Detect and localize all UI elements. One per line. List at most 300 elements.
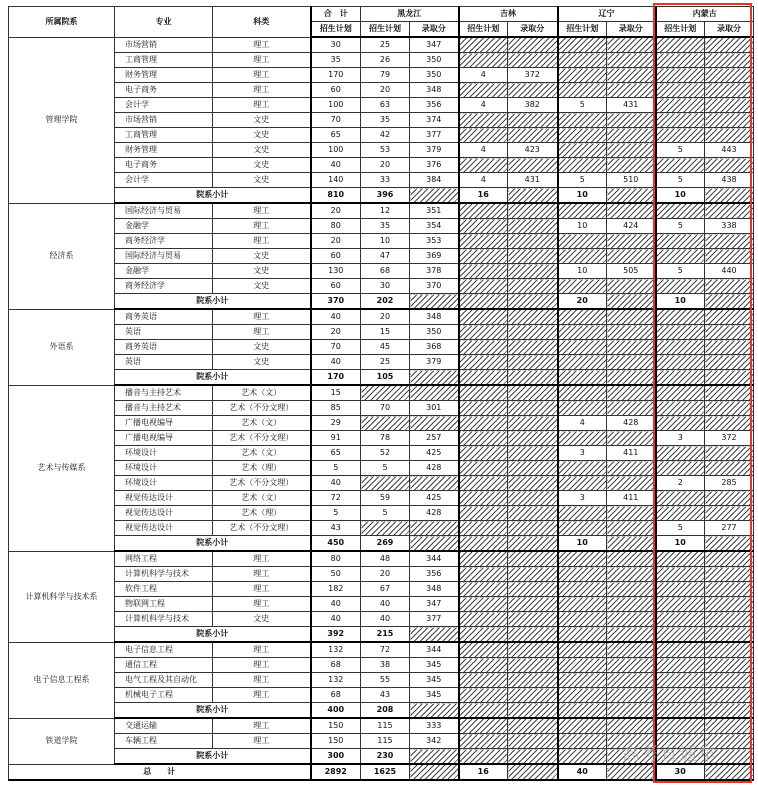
value-cell: 5 — [311, 461, 361, 476]
major-cell: 商务经济学 — [115, 234, 213, 249]
major-cell: 计算机科学与技术 — [115, 567, 213, 582]
value-cell — [705, 461, 754, 476]
subtotal-province-score — [705, 536, 754, 552]
table-row — [9, 340, 754, 355]
value-cell — [656, 309, 705, 325]
value-cell: 80 — [311, 551, 361, 567]
table-row — [9, 718, 754, 734]
subtotal-hlj-plan: 105 — [361, 370, 410, 386]
value-cell — [558, 340, 607, 355]
value-cell — [508, 219, 558, 234]
value-cell — [459, 673, 508, 688]
value-cell: 53 — [361, 143, 410, 158]
category-cell: 文史 — [213, 264, 311, 279]
value-cell — [361, 416, 410, 431]
subtotal-label: 院系小计 — [115, 627, 311, 643]
value-cell: 55 — [361, 673, 410, 688]
college-name-cell: 电子信息工程系 — [9, 642, 115, 718]
value-cell — [459, 219, 508, 234]
value-cell — [459, 476, 508, 491]
value-cell — [705, 446, 754, 461]
subtotal-hlj-plan: 208 — [361, 703, 410, 719]
table-row — [9, 68, 754, 83]
major-cell: 广播电视编导 — [115, 416, 213, 431]
value-cell — [607, 309, 656, 325]
table-row — [9, 521, 754, 536]
category-cell: 文史 — [213, 158, 311, 173]
value-cell — [459, 279, 508, 294]
value-cell — [558, 68, 607, 83]
value-cell: 382 — [508, 98, 558, 113]
value-cell — [508, 113, 558, 128]
table-row — [9, 355, 754, 370]
value-cell — [410, 385, 459, 401]
value-cell — [558, 385, 607, 401]
category-cell: 理工 — [213, 234, 311, 249]
value-cell — [656, 446, 705, 461]
value-cell: 35 — [361, 219, 410, 234]
value-cell: 20 — [311, 203, 361, 219]
major-cell: 环境设计 — [115, 446, 213, 461]
value-cell — [558, 431, 607, 446]
value-cell: 338 — [705, 219, 754, 234]
table-row — [9, 688, 754, 703]
value-cell: 348 — [410, 582, 459, 597]
value-cell — [558, 249, 607, 264]
major-cell: 会计学 — [115, 98, 213, 113]
value-cell — [705, 83, 754, 98]
major-cell: 工商管理 — [115, 128, 213, 143]
value-cell — [705, 401, 754, 416]
table-row — [9, 309, 754, 325]
value-cell: 384 — [410, 173, 459, 188]
category-cell: 理工 — [213, 83, 311, 98]
value-cell — [558, 355, 607, 370]
table-row — [9, 128, 754, 143]
value-cell — [558, 551, 607, 567]
header-neimenggu: 内蒙古 — [656, 7, 754, 22]
value-cell: 10 — [361, 234, 410, 249]
value-cell — [558, 113, 607, 128]
category-cell: 艺术（理） — [213, 506, 311, 521]
table-row — [9, 416, 754, 431]
value-cell: 78 — [361, 431, 410, 446]
value-cell — [607, 506, 656, 521]
subtotal-total-plan: 170 — [311, 370, 361, 386]
category-cell: 文史 — [213, 355, 311, 370]
value-cell: 170 — [311, 68, 361, 83]
value-cell — [459, 506, 508, 521]
value-cell — [459, 249, 508, 264]
subtotal-province-plan: 10 — [558, 536, 607, 552]
category-cell: 文史 — [213, 612, 311, 627]
header-jl-score: 录取分 — [508, 22, 558, 38]
value-cell — [558, 83, 607, 98]
major-cell: 播音与主持艺术 — [115, 401, 213, 416]
value-cell: 277 — [705, 521, 754, 536]
subtotal-label: 院系小计 — [115, 294, 311, 310]
category-cell: 理工 — [213, 688, 311, 703]
value-cell: 350 — [410, 53, 459, 68]
college-name-cell: 艺术与传媒系 — [9, 385, 115, 551]
table-row — [9, 446, 754, 461]
subtotal-province-plan — [558, 703, 607, 719]
subtotal-province-plan — [656, 703, 705, 719]
value-cell: 33 — [361, 173, 410, 188]
value-cell — [508, 567, 558, 582]
value-cell — [607, 642, 656, 658]
value-cell — [459, 582, 508, 597]
value-cell — [459, 113, 508, 128]
value-cell: 5 — [361, 461, 410, 476]
value-cell — [508, 658, 558, 673]
total-row — [9, 764, 754, 780]
value-cell — [361, 476, 410, 491]
value-cell — [705, 340, 754, 355]
value-cell — [508, 203, 558, 219]
value-cell — [558, 658, 607, 673]
header-heilongjiang: 黑龙江 — [361, 7, 459, 22]
value-cell: 344 — [410, 642, 459, 658]
value-cell — [705, 597, 754, 612]
value-cell: 350 — [410, 325, 459, 340]
total-plan: 2892 — [311, 764, 361, 780]
major-cell: 会计学 — [115, 173, 213, 188]
table-row — [9, 264, 754, 279]
value-cell — [705, 279, 754, 294]
value-cell: 353 — [410, 234, 459, 249]
value-cell: 4 — [459, 143, 508, 158]
category-cell: 理工 — [213, 718, 311, 734]
subtotal-row — [9, 294, 754, 310]
value-cell — [705, 673, 754, 688]
value-cell — [558, 567, 607, 582]
category-cell: 理工 — [213, 53, 311, 68]
value-cell — [459, 53, 508, 68]
value-cell — [508, 340, 558, 355]
table-row — [9, 567, 754, 582]
category-cell: 艺术（文） — [213, 416, 311, 431]
value-cell: 60 — [311, 249, 361, 264]
value-cell — [656, 673, 705, 688]
value-cell — [607, 325, 656, 340]
subtotal-row — [9, 627, 754, 643]
value-cell — [508, 476, 558, 491]
value-cell — [656, 340, 705, 355]
value-cell — [558, 203, 607, 219]
subtotal-province-plan: 10 — [656, 536, 705, 552]
value-cell — [656, 491, 705, 506]
value-cell: 40 — [311, 612, 361, 627]
subtotal-hlj-plan: 230 — [361, 749, 410, 765]
value-cell — [656, 401, 705, 416]
value-cell: 115 — [361, 718, 410, 734]
subtotal-province-score — [705, 188, 754, 204]
major-cell: 财务管理 — [115, 143, 213, 158]
value-cell — [558, 279, 607, 294]
table-row — [9, 431, 754, 446]
header-total-plan: 招生计划 — [311, 22, 361, 38]
category-cell: 理工 — [213, 658, 311, 673]
value-cell: 48 — [361, 551, 410, 567]
major-cell: 商务英语 — [115, 309, 213, 325]
value-cell — [607, 688, 656, 703]
value-cell — [607, 128, 656, 143]
value-cell — [508, 612, 558, 627]
value-cell — [607, 673, 656, 688]
category-cell: 理工 — [213, 98, 311, 113]
value-cell — [705, 68, 754, 83]
major-cell: 视觉传达设计 — [115, 491, 213, 506]
value-cell: 42 — [361, 128, 410, 143]
value-cell — [508, 506, 558, 521]
major-cell: 视觉传达设计 — [115, 506, 213, 521]
college-name-cell: 经济系 — [9, 203, 115, 309]
value-cell — [558, 476, 607, 491]
value-cell: 38 — [361, 658, 410, 673]
value-cell: 5 — [656, 143, 705, 158]
value-cell — [508, 642, 558, 658]
header-ln-score: 录取分 — [607, 22, 656, 38]
subtotal-hlj-plan: 202 — [361, 294, 410, 310]
value-cell — [508, 718, 558, 734]
value-cell: 372 — [508, 68, 558, 83]
subtotal-total-plan: 392 — [311, 627, 361, 643]
value-cell — [607, 431, 656, 446]
value-cell: 257 — [410, 431, 459, 446]
value-cell — [508, 551, 558, 567]
value-cell — [508, 234, 558, 249]
subtotal-province-score — [508, 703, 558, 719]
value-cell: 67 — [361, 582, 410, 597]
subtotal-total-plan: 810 — [311, 188, 361, 204]
major-cell: 电气工程及其自动化 — [115, 673, 213, 688]
category-cell: 文史 — [213, 249, 311, 264]
category-cell: 文史 — [213, 340, 311, 355]
value-cell: 43 — [311, 521, 361, 536]
table-row — [9, 173, 754, 188]
value-cell — [459, 309, 508, 325]
subtotal-hlj-score — [410, 536, 459, 552]
subtotal-hlj-score — [410, 188, 459, 204]
value-cell — [558, 325, 607, 340]
table-row — [9, 551, 754, 567]
value-cell: 140 — [311, 173, 361, 188]
value-cell — [656, 597, 705, 612]
value-cell — [705, 234, 754, 249]
header-liaoning: 辽宁 — [558, 7, 656, 22]
value-cell — [558, 461, 607, 476]
major-cell: 通信工程 — [115, 658, 213, 673]
subtotal-province-plan — [558, 370, 607, 386]
total-province-score — [508, 764, 558, 780]
major-cell: 车辆工程 — [115, 734, 213, 749]
value-cell — [508, 249, 558, 264]
value-cell — [607, 385, 656, 401]
value-cell — [558, 37, 607, 53]
value-cell — [656, 567, 705, 582]
header-jl-plan: 招生计划 — [459, 22, 508, 38]
major-cell: 广播电视编导 — [115, 431, 213, 446]
table-row — [9, 658, 754, 673]
value-cell — [656, 279, 705, 294]
value-cell — [656, 98, 705, 113]
value-cell — [656, 506, 705, 521]
value-cell — [459, 416, 508, 431]
value-cell: 2 — [656, 476, 705, 491]
category-cell: 艺术（不分文理） — [213, 521, 311, 536]
subtotal-hlj-score — [410, 370, 459, 386]
college-name-cell: 计算机科学与技术系 — [9, 551, 115, 642]
subtotal-province-plan — [656, 627, 705, 643]
value-cell — [705, 325, 754, 340]
value-cell: 132 — [311, 642, 361, 658]
value-cell — [656, 37, 705, 53]
value-cell: 3 — [558, 491, 607, 506]
value-cell: 505 — [607, 264, 656, 279]
value-cell — [607, 143, 656, 158]
value-cell: 350 — [410, 68, 459, 83]
value-cell: 20 — [311, 234, 361, 249]
major-cell: 工商管理 — [115, 53, 213, 68]
table-row — [9, 83, 754, 98]
value-cell — [705, 355, 754, 370]
value-cell — [705, 416, 754, 431]
value-cell — [508, 309, 558, 325]
table-row — [9, 249, 754, 264]
value-cell — [656, 203, 705, 219]
table-row — [9, 401, 754, 416]
value-cell: 20 — [361, 567, 410, 582]
value-cell: 47 — [361, 249, 410, 264]
value-cell — [508, 264, 558, 279]
category-cell: 艺术（文） — [213, 491, 311, 506]
subtotal-row — [9, 703, 754, 719]
value-cell — [656, 688, 705, 703]
subtotal-hlj-plan: 269 — [361, 536, 410, 552]
value-cell: 35 — [311, 53, 361, 68]
subtotal-province-plan — [558, 627, 607, 643]
value-cell — [656, 642, 705, 658]
value-cell — [459, 385, 508, 401]
subtotal-province-score — [508, 627, 558, 643]
value-cell: 3 — [558, 446, 607, 461]
subtotal-label: 院系小计 — [115, 536, 311, 552]
value-cell — [705, 491, 754, 506]
value-cell — [656, 234, 705, 249]
value-cell — [558, 309, 607, 325]
value-cell: 424 — [607, 219, 656, 234]
major-cell: 物联网工程 — [115, 597, 213, 612]
value-cell: 431 — [607, 98, 656, 113]
category-cell: 理工 — [213, 203, 311, 219]
category-cell: 文史 — [213, 128, 311, 143]
value-cell — [459, 461, 508, 476]
subtotal-hlj-score — [410, 627, 459, 643]
value-cell — [705, 203, 754, 219]
subtotal-province-score — [607, 370, 656, 386]
value-cell: 428 — [410, 506, 459, 521]
value-cell — [459, 401, 508, 416]
value-cell — [705, 158, 754, 173]
category-cell: 理工 — [213, 68, 311, 83]
value-cell — [656, 658, 705, 673]
value-cell — [459, 734, 508, 749]
subtotal-province-score — [508, 749, 558, 765]
value-cell — [656, 355, 705, 370]
value-cell — [705, 551, 754, 567]
major-cell: 电子信息工程 — [115, 642, 213, 658]
value-cell — [656, 113, 705, 128]
table-row — [9, 325, 754, 340]
value-cell: 4 — [459, 68, 508, 83]
total-province-plan: 16 — [459, 764, 508, 780]
value-cell: 5 — [361, 506, 410, 521]
value-cell — [459, 567, 508, 582]
value-cell — [508, 158, 558, 173]
value-cell — [459, 446, 508, 461]
subtotal-province-plan — [459, 703, 508, 719]
value-cell — [558, 521, 607, 536]
category-cell: 理工 — [213, 597, 311, 612]
value-cell — [459, 340, 508, 355]
value-cell — [607, 279, 656, 294]
value-cell: 70 — [311, 113, 361, 128]
value-cell: 411 — [607, 446, 656, 461]
major-cell: 计算机科学与技术 — [115, 612, 213, 627]
value-cell — [459, 597, 508, 612]
category-cell: 文史 — [213, 113, 311, 128]
category-cell: 理工 — [213, 734, 311, 749]
subtotal-label: 院系小计 — [115, 749, 311, 765]
value-cell — [656, 249, 705, 264]
value-cell: 100 — [311, 98, 361, 113]
value-cell: 150 — [311, 734, 361, 749]
value-cell: 5 — [656, 264, 705, 279]
value-cell — [508, 325, 558, 340]
category-cell: 理工 — [213, 219, 311, 234]
value-cell: 26 — [361, 53, 410, 68]
value-cell — [508, 491, 558, 506]
value-cell — [607, 83, 656, 98]
value-cell: 20 — [361, 158, 410, 173]
table-row — [9, 98, 754, 113]
major-cell: 电子商务 — [115, 158, 213, 173]
value-cell — [607, 597, 656, 612]
major-cell: 金融学 — [115, 264, 213, 279]
table-row — [9, 234, 754, 249]
value-cell — [508, 673, 558, 688]
subtotal-hlj-plan: 396 — [361, 188, 410, 204]
value-cell: 40 — [311, 476, 361, 491]
value-cell: 30 — [361, 279, 410, 294]
value-cell: 356 — [410, 98, 459, 113]
value-cell — [656, 68, 705, 83]
total-province-plan: 30 — [656, 764, 705, 780]
value-cell — [558, 506, 607, 521]
value-cell: 369 — [410, 249, 459, 264]
value-cell — [607, 718, 656, 734]
value-cell: 5 — [656, 173, 705, 188]
value-cell: 333 — [410, 718, 459, 734]
value-cell: 60 — [311, 279, 361, 294]
value-cell: 423 — [508, 143, 558, 158]
value-cell — [656, 385, 705, 401]
value-cell: 440 — [705, 264, 754, 279]
value-cell — [459, 688, 508, 703]
value-cell: 345 — [410, 688, 459, 703]
subtotal-province-plan — [459, 627, 508, 643]
